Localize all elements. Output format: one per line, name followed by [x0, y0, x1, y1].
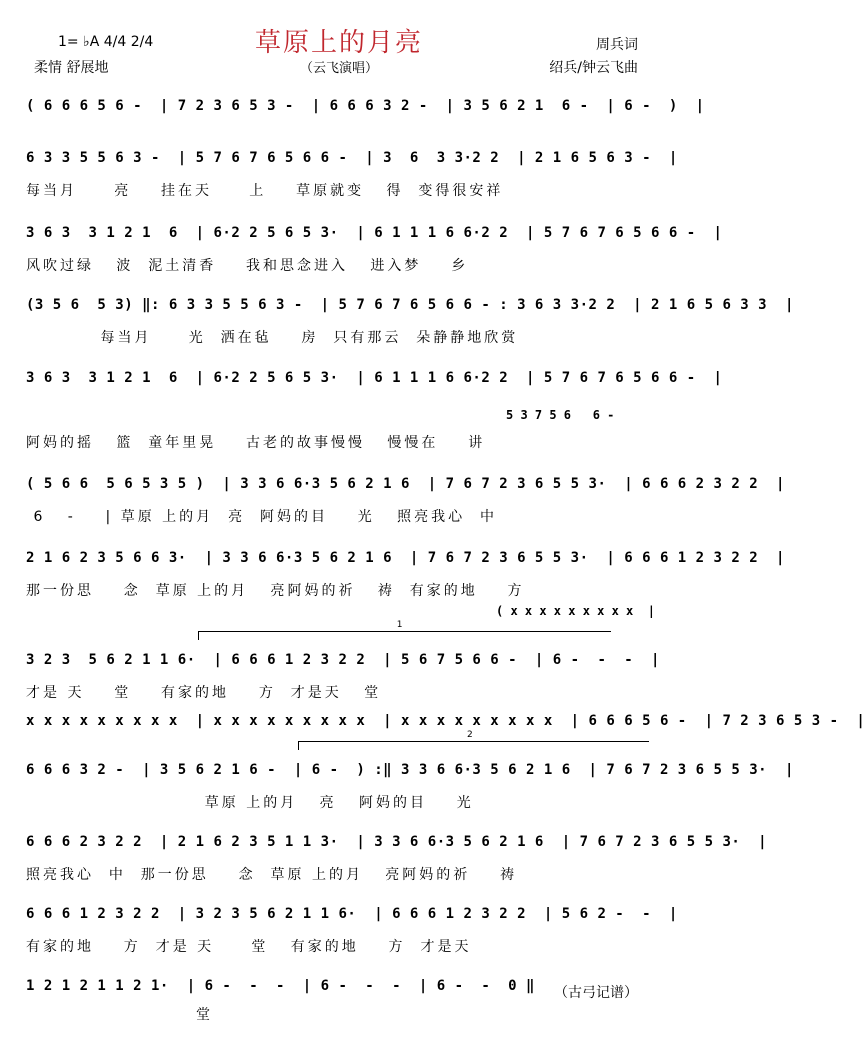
- notation-line: (3 5 6 5 3) ‖: 6 3 3 5 5 6 3 - | 5 7 6 7 6 5 6 6 - : 3 6 3 3·2 2 | 2 1 6 5 6 3 3 |: [26, 297, 794, 313]
- lyrics-line: 有家的地 方 才是 天 堂 有家的地 方 才是天: [26, 939, 472, 955]
- tempo-marking: 柔情 舒展地: [34, 60, 109, 76]
- notation-line: 6 6 6 3 2 - | 3 5 6 2 1 6 - | 6 - ) :‖ 3 3 6 6·3 5 6 2 1 6 | 7 6 7 2 3 6 5 5 3· |: [26, 762, 794, 778]
- first-ending-bracket: [198, 620, 611, 640]
- lyrics-line: 才是 天 堂 有家的地 方 才是天 堂: [26, 685, 382, 701]
- lyrics-line: 6 - | 草原 上的月 亮 阿妈的目 光 照亮我心 中: [26, 509, 498, 525]
- lyrics-line: 风吹过绿 波 泥土清香 我和思念进入 进入梦 乡: [26, 258, 469, 274]
- second-ending-number: 2: [467, 730, 473, 740]
- notation-line: 6 6 6 1 2 3 2 2 | 3 2 3 5 6 2 1 1 6· | 6 6 6 1 2 3 2 2 | 5 6 2 - - |: [26, 906, 678, 922]
- singer-credit: （云飞演唱）: [299, 61, 378, 76]
- composer-credit: 绍兵/钟云飞曲: [549, 60, 638, 76]
- alternate-notation: 5 3 7 5 6 6 -: [506, 408, 615, 422]
- notation-line: 3 6 3 3 1 2 1 6 | 6·2 2 5 6 5 3· | 6 1 1 1 6 6·2 2 | 5 7 6 7 6 5 6 6 - |: [26, 225, 723, 241]
- lyrics-line: 那一份思 念 草原 上的月 亮阿妈的祈 祷 有家的地 方: [26, 583, 525, 599]
- notation-line: 6 6 6 2 3 2 2 | 2 1 6 2 3 5 1 1 3· | 3 3 6 6·3 5 6 2 1 6 | 7 6 7 2 3 6 5 5 3· |: [26, 834, 768, 850]
- notation-line: 3 2 3 5 6 2 1 1 6· | 6 6 6 1 2 3 2 2 | 5 6 7 5 6 6 - | 6 - - - |: [26, 652, 660, 668]
- notation-line: 1 2 1 2 1 1 2 1· | 6 - - - | 6 - - - | 6 - - 0 ‖: [26, 978, 535, 994]
- lyrics-line: 每当月 亮 挂在天 上 草原就变 得 变得很安祥: [26, 183, 504, 199]
- lyrics-line: 照亮我心 中 那一份思 念 草原 上的月 亮阿妈的祈 祷: [26, 867, 518, 883]
- key-signature: 1= ♭A 4/4 2/4: [58, 34, 154, 50]
- transcriber-credit: （古弓记谱）: [554, 985, 638, 1001]
- first-ending-number: 1: [396, 620, 403, 630]
- final-lyric: 堂: [196, 1007, 210, 1023]
- notation-line: ( 5 6 6 5 6 5 3 5 ) | 3 3 6 6·3 5 6 2 1 6 | 7 6 7 2 3 6 5 5 3· | 6 6 6 2 3 2 2 |: [26, 476, 785, 492]
- lyrics-line: 阿妈的摇 篮 童年里晃 古老的故事慢慢 慢慢在 讲: [26, 435, 486, 451]
- notation-line: ( 6 6 6 5 6 - | 7 2 3 6 5 3 - | 6 6 6 3 2 - | 3 5 6 2 1 6 - | 6 - ) |: [26, 98, 705, 114]
- notation-line: 2 1 6 2 3 5 6 6 3· | 3 3 6 6·3 5 6 2 1 6 | 7 6 7 2 3 6 5 5 3· | 6 6 6 1 2 3 2 2 |: [26, 550, 785, 566]
- lyrics-line: 每当月 光 洒在毡 房 只有那云 朵静静地欣赏: [26, 330, 519, 346]
- notation-line: x x x x x x x x x | x x x x x x x x x | x x x x x x x x x | 6 6 6 5 6 - | 7 2 3 6 5 3 - |: [26, 713, 865, 729]
- rhythm-notation: ( x x x x x x x x x |: [496, 604, 655, 618]
- lyrics-line: 草原 上的月 亮 阿妈的目 光: [26, 795, 474, 811]
- second-ending-bracket: [298, 730, 649, 750]
- song-title: 草原上的月亮: [254, 28, 423, 58]
- notation-line: 3 6 3 3 1 2 1 6 | 6·2 2 5 6 5 3· | 6 1 1 1 6 6·2 2 | 5 7 6 7 6 5 6 6 - |: [26, 370, 723, 386]
- notation-line: 6 3 3 5 5 6 3 - | 5 7 6 7 6 5 6 6 - | 3 6 3 3·2 2 | 2 1 6 5 6 3 - |: [26, 150, 678, 166]
- lyricist-credit: 周兵词: [596, 37, 638, 53]
